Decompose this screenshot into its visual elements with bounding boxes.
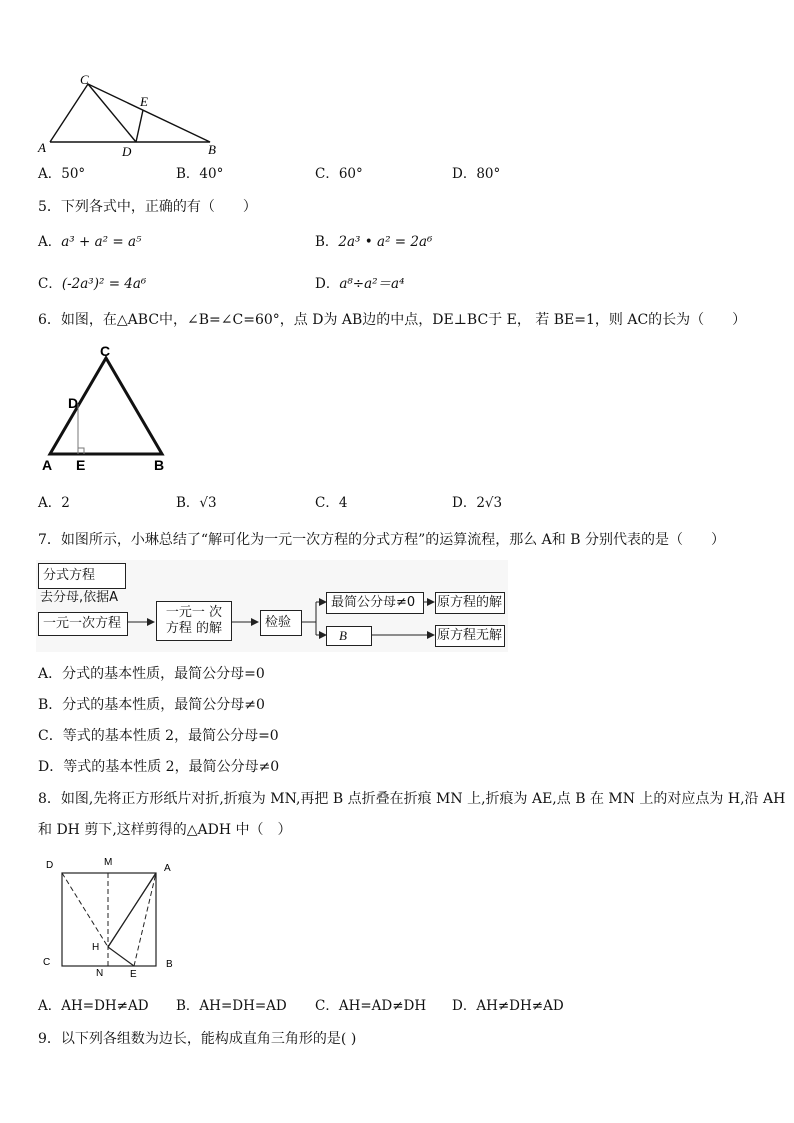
- q6-option-a: A．2: [38, 495, 70, 511]
- q7-box-check: 检验: [260, 610, 302, 636]
- q8-stem-line2: 和 DH 剪下,这样剪得的△ADH 中（ ）: [38, 822, 292, 838]
- q7-option-d: D．等式的基本性质 2，最简公分母≠0: [38, 759, 280, 775]
- q7-edge-label: 去分母,依据A: [40, 590, 119, 605]
- q4-option-d: D．80°: [452, 166, 501, 182]
- q6-stem: 6．如图，在△ABC中，∠B=∠C=60°，点 D为 AB边的中点，DE⊥BC于 E， 若 BE=1，则 AC的长为（ ）: [38, 312, 747, 328]
- fig6-label-c: C: [100, 343, 111, 359]
- fig8-label-d: D: [46, 860, 54, 871]
- q5-option-b-expr: 2a³ • a² = 2a⁶: [338, 234, 433, 250]
- q7-stem: 7．如图所示，小琳总结了“解可化为一元一次方程的分式方程”的运算流程，那么 A和 B 分别代表的是（ ）: [38, 532, 725, 548]
- q7-option-c: C．等式的基本性质 2，最简公分母=0: [38, 728, 279, 744]
- fig8-label-n: N: [96, 968, 104, 979]
- q7-box-linear-equation: 一元一次方程: [38, 612, 128, 636]
- q7-box-original-solution: 原方程的解: [435, 592, 505, 614]
- fig-q4-triangle: [30, 70, 230, 165]
- q4-option-a: A．50°: [38, 166, 86, 182]
- q5-option-a: A．a³ + a² = a⁵: [38, 234, 142, 250]
- fig8-label-h: H: [92, 942, 100, 953]
- fig1-label-d: D: [122, 144, 132, 159]
- q5-stem: 5．下列各式中，正确的有（ ）: [38, 199, 257, 215]
- fig8-label-e: E: [130, 969, 137, 980]
- q5-option-b: B．2a³ • a² = 2a⁶: [315, 234, 433, 250]
- fig6-label-e: E: [76, 457, 86, 473]
- fig6-label-a: A: [42, 457, 53, 473]
- q8-option-c: C．AH=AD≠DH: [315, 998, 427, 1014]
- q8-option-d: D．AH≠DH≠AD: [452, 998, 564, 1014]
- q6-option-b: B．√3: [176, 495, 217, 511]
- q5-option-c-expr: (-2a³)² = 4a⁶: [61, 276, 147, 292]
- fig8-label-b: B: [166, 959, 173, 970]
- fig8-label-a: A: [164, 863, 171, 874]
- q8-stem-line1: 8．如图,先将正方形纸片对折,折痕为 MN,再把 B 点折叠在折痕 MN 上,折痕为 AE,点 B 在 MN 上的对应点为 H,沿 AH: [38, 791, 786, 807]
- q7-option-a: A．分式的基本性质，最简公分母=0: [38, 666, 265, 682]
- fig6-label-b: B: [154, 457, 165, 473]
- fig8-label-m: M: [104, 857, 113, 868]
- q9-stem: 9．以下列各组数为边长，能构成直角三角形的是( ): [38, 1031, 357, 1047]
- q4-option-b: B．40°: [176, 166, 224, 182]
- q5-option-a-expr: a³ + a² = a⁵: [61, 234, 142, 250]
- q7-option-b: B．分式的基本性质，最简公分母≠0: [38, 697, 265, 713]
- fig8-label-c: C: [43, 957, 51, 968]
- q8-option-a: A．AH=DH≠AD: [38, 998, 149, 1014]
- q7-box-fractional-equation: 分式方程: [38, 563, 126, 589]
- q7-box-b: B: [326, 626, 372, 646]
- q6-option-c: C．4: [315, 495, 348, 511]
- fig-q8-square: [38, 852, 188, 982]
- q7-box-lcd-nonzero: 最简公分母≠0: [326, 592, 424, 614]
- q5-option-c: C．(-2a³)² = 4a⁶: [38, 276, 147, 292]
- fig1-label-c: C: [80, 72, 89, 87]
- fig1-label-e: E: [140, 94, 148, 109]
- q5-option-d-expr: a⁸÷a²＝a⁴: [339, 276, 405, 292]
- q7-flowchart: [36, 560, 508, 652]
- q4-option-c: C．60°: [315, 166, 363, 182]
- q6-option-d: D．2√3: [452, 495, 503, 511]
- q8-option-b: B．AH=DH=AD: [176, 998, 287, 1014]
- q7-box-no-solution: 原方程无解: [435, 625, 505, 647]
- q5-option-d: D．a⁸÷a²＝a⁴: [315, 276, 405, 292]
- fig-q6-triangle: [36, 340, 186, 480]
- fig1-label-b: B: [208, 142, 216, 157]
- fig6-label-d: D: [68, 395, 79, 411]
- q7-box-linear-solution: 一元一 次 方程 的解: [156, 601, 232, 641]
- fig1-label-a: A: [38, 140, 46, 155]
